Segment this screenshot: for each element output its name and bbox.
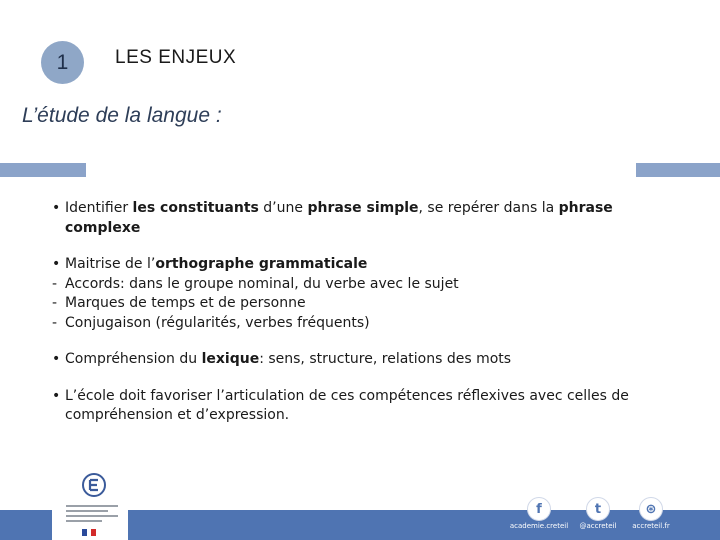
slide-subtitle: L’étude de la langue : [22, 104, 222, 127]
social-website[interactable] [621, 497, 681, 530]
dash-item-accords: - Accords: dans le groupe nominal, du verbe avec le sujet [52, 275, 459, 292]
social-facebook[interactable] [509, 497, 569, 530]
bullet: • [52, 387, 61, 404]
dribbble-icon: ⊛ [639, 497, 663, 521]
list-item-orthographe [52, 255, 662, 275]
bullet: • [52, 351, 61, 367]
logo-text-lines [66, 505, 118, 525]
social-label: @accreteil [579, 522, 617, 530]
list-item-text: Identifier les constituants d’une phrase simple, se repérer dans la phrase complexe [65, 200, 613, 236]
footer-band-left [0, 510, 52, 540]
accent-bar-right [636, 163, 720, 177]
twitter-icon: t [586, 497, 610, 521]
french-flag-icon [82, 529, 96, 536]
social-label: accreteil.fr [632, 522, 670, 530]
dash-item-conjugaison: - Conjugaison (régularités, verbes fréquents) [52, 314, 370, 331]
facebook-icon: f [527, 497, 551, 521]
accent-bar-left [0, 163, 86, 177]
academy-logo [52, 467, 128, 540]
bullet: • [52, 256, 61, 272]
social-label: academie.creteil [509, 522, 569, 530]
list-item-text: Maitrise de l’orthographe grammaticale [65, 256, 368, 272]
content-list [52, 199, 662, 426]
list-item-constituants [52, 199, 662, 238]
social-twitter[interactable] [568, 497, 628, 530]
section-number: 1 [56, 50, 69, 74]
section-number-badge [41, 41, 84, 84]
list-item-ecole [52, 387, 662, 426]
marianne-logo-icon [82, 473, 106, 497]
bullet: • [52, 200, 61, 216]
slide-title: LES ENJEUX [115, 47, 237, 68]
list-item-text: L’école doit favoriser l’articulation de ces compétences réflexives avec celles de compréhension et d’expression. [65, 387, 629, 423]
list-item-text: Compréhension du lexique: sens, structure, relations des mots [65, 351, 512, 367]
list-item-lexique [52, 350, 662, 370]
dash-item-marques: - Marques de temps et de personne [52, 295, 306, 311]
